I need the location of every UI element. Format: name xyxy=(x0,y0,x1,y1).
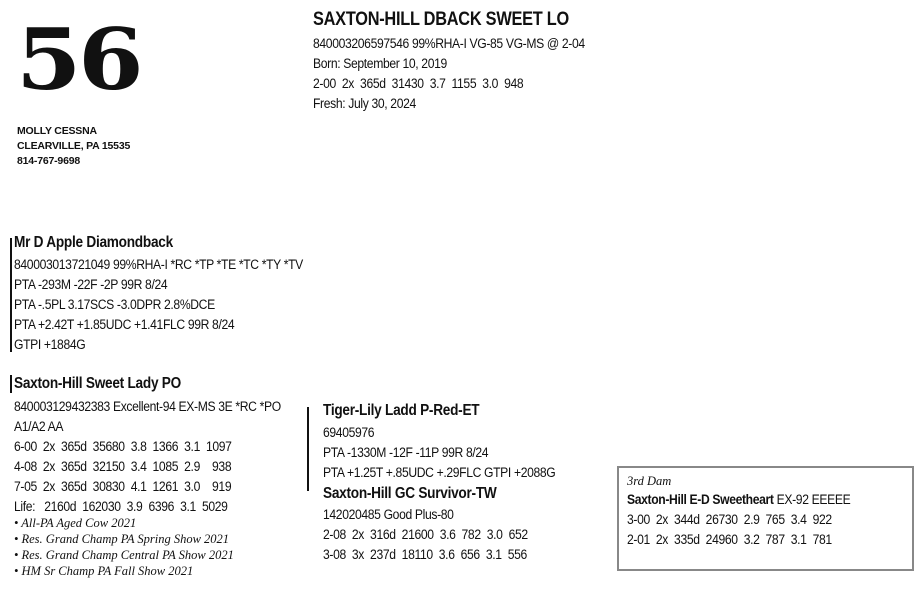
cow-fresh: Fresh: July 30, 2024 xyxy=(313,96,416,111)
third-dam-info xyxy=(627,490,850,550)
third-dam-classification: EX-92 EEEEE xyxy=(776,492,851,507)
maternal-granddam-name: Saxton-Hill GC Survivor-TW xyxy=(323,485,497,502)
dam-record: 7-05 2x 365d 30830 4.1 1261 3.0 919 xyxy=(14,479,232,494)
dam-honor: • HM Sr Champ PA Fall Show 2021 xyxy=(14,564,194,578)
maternal-granddam-info xyxy=(323,505,528,565)
dam-honor: • All-PA Aged Cow 2021 xyxy=(14,516,137,530)
dam-name: Saxton-Hill Sweet Lady PO xyxy=(14,375,181,392)
cow-name: SAXTON-HILL DBACK SWEET LO xyxy=(313,9,569,30)
sire-line: PTA -.5PL 3.17SCS -3.0DPR 2.8%DCE xyxy=(14,297,215,312)
dam-lifetime-record: Life: 2160d 162030 3.9 6396 3.1 5029 xyxy=(14,499,228,514)
grandsire-line: 69405976 xyxy=(323,425,375,440)
cow-record: 2-00 2x 365d 31430 3.7 1155 3.0 948 xyxy=(313,76,524,91)
sire-line: PTA -293M -22F -2P 99R 8/24 xyxy=(14,277,168,292)
dam-record: 6-00 2x 365d 35680 3.8 1366 3.1 1097 xyxy=(14,439,232,454)
granddam-line: 142020485 Good Plus-80 xyxy=(323,507,454,522)
third-dam-name: Saxton-Hill E-D Sweetheart xyxy=(627,492,774,507)
consignor-phone: 814-767-9698 xyxy=(17,155,80,167)
sire-line: GTPI +1884G xyxy=(14,337,86,352)
third-dam-record: 3-00 2x 344d 26730 2.9 765 3.4 922 xyxy=(627,512,832,527)
dam-line: 840003129432383 Excellent-94 EX-MS 3E *RC *PO xyxy=(14,399,281,414)
dam-record: 4-08 2x 365d 32150 3.4 1085 2.9 938 xyxy=(14,459,232,474)
sire-line: 840003013721049 99%RHA-I *RC *TP *TE *TC *TY *TV xyxy=(14,257,303,272)
cow-born: Born: September 10, 2019 xyxy=(313,56,447,71)
grandsire-line: PTA -1330M -12F -11P 99R 8/24 xyxy=(323,445,489,460)
consignor-location: CLEARVILLE, PA 15535 xyxy=(17,140,131,152)
consignor-name: MOLLY CESSNA xyxy=(17,125,97,137)
dam-info xyxy=(14,397,281,517)
grandsire-line: PTA +1.25T +.85UDC +.29FLC GTPI +2088G xyxy=(323,465,556,480)
dam-honor: • Res. Grand Champ PA Spring Show 2021 xyxy=(14,532,230,546)
cow-details xyxy=(313,34,585,114)
sire-name: Mr D Apple Diamondback xyxy=(14,234,173,251)
third-dam-heading xyxy=(627,490,850,510)
sire-bracket xyxy=(10,238,12,352)
sire-line: PTA +2.42T +1.85UDC +1.41FLC 99R 8/24 xyxy=(14,317,235,332)
third-dam-label: 3rd Dam xyxy=(627,474,672,488)
maternal-grandsire-name: Tiger-Lily Ladd P-Red-ET xyxy=(323,402,480,419)
dam-honor: • Res. Grand Champ Central PA Show 2021 xyxy=(14,548,234,562)
consignor-block xyxy=(17,124,130,169)
cow-registration: 840003206597546 99%RHA-I VG-85 VG-MS @ 2-04 xyxy=(313,36,585,51)
grandsire-bracket xyxy=(307,407,309,491)
third-dam-record: 2-01 2x 335d 24960 3.2 787 3.1 781 xyxy=(627,532,832,547)
lot-number: 56 xyxy=(16,10,141,109)
granddam-record: 2-08 2x 316d 21600 3.6 782 3.0 652 xyxy=(323,527,528,542)
sire-info xyxy=(14,255,303,355)
dam-line: A1/A2 AA xyxy=(14,419,64,434)
granddam-record: 3-08 3x 237d 18110 3.6 656 3.1 556 xyxy=(323,547,527,562)
maternal-grandsire-info xyxy=(323,423,555,483)
dam-bracket xyxy=(10,375,12,393)
dam-honors xyxy=(14,515,234,579)
